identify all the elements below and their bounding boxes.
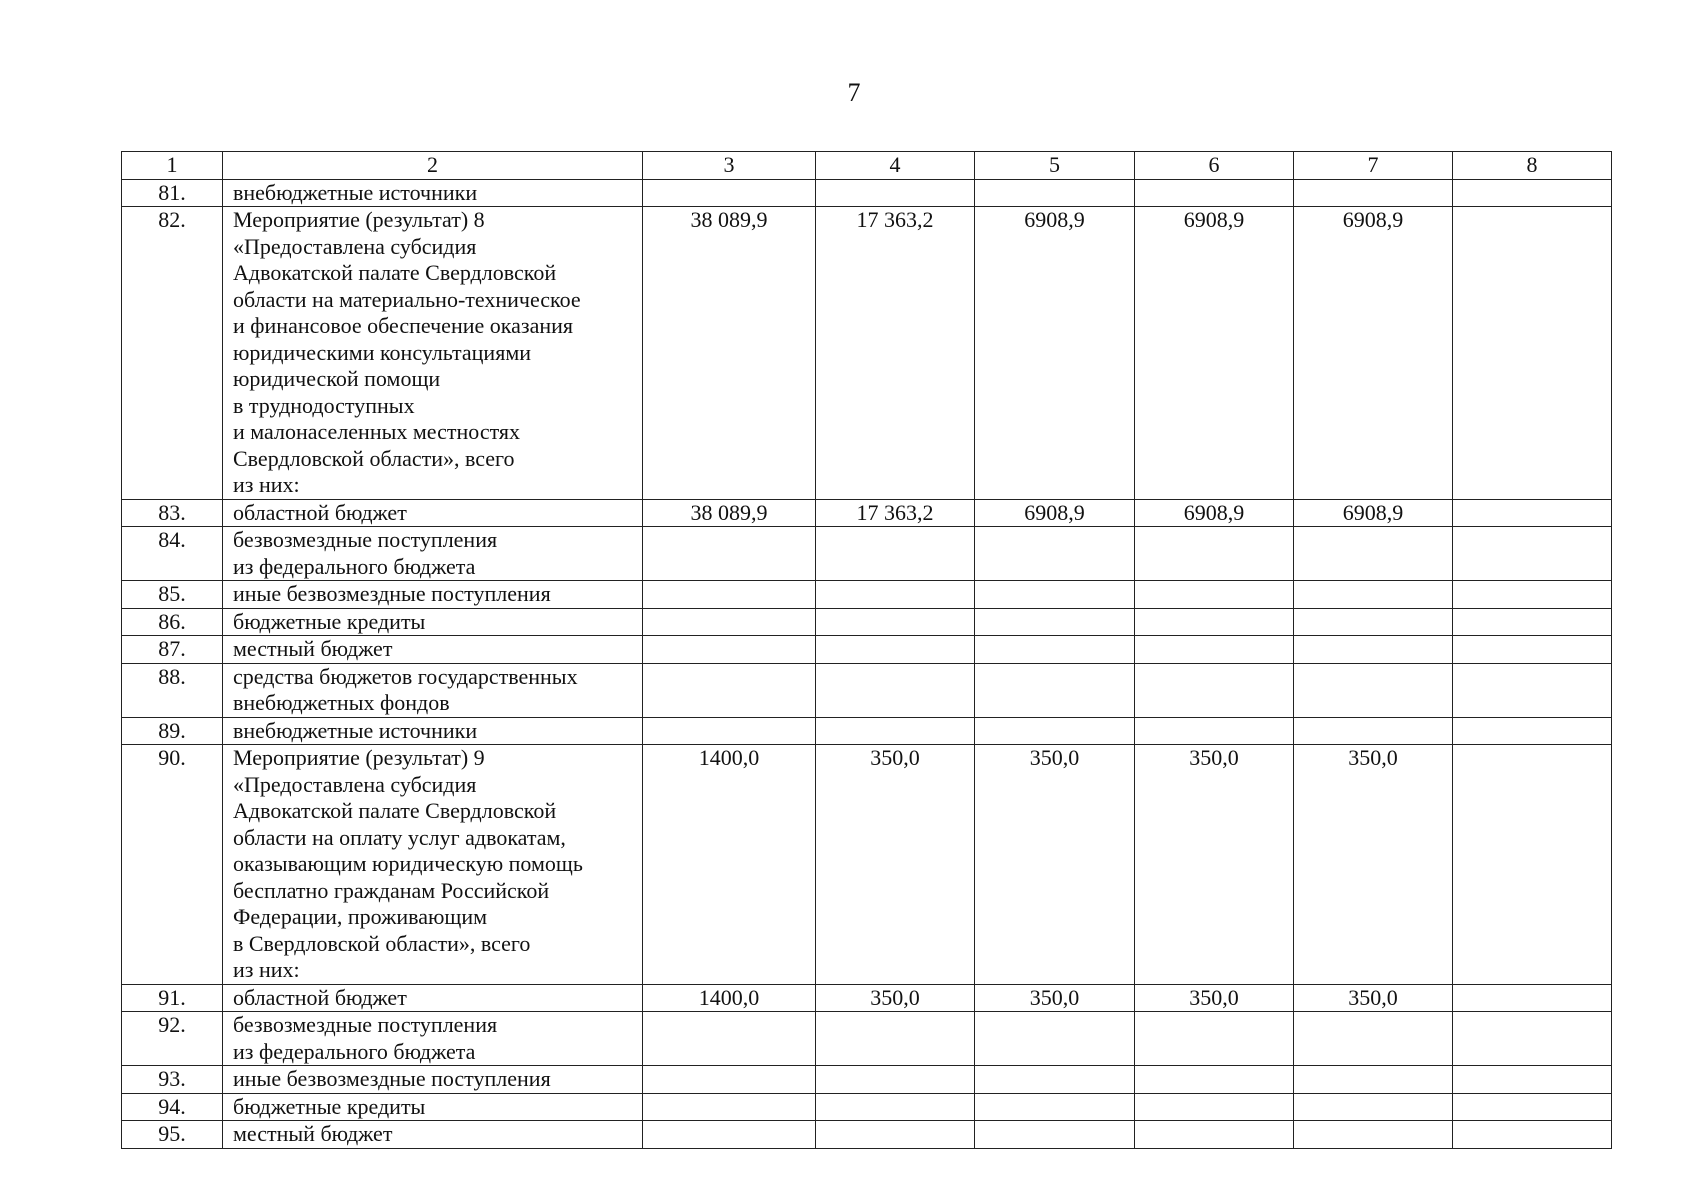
column-7-cell xyxy=(1294,717,1453,745)
column-7-cell: 350,0 xyxy=(1294,745,1453,985)
table-row xyxy=(122,608,1612,636)
column-5-cell: 350,0 xyxy=(975,745,1135,985)
column-7-cell xyxy=(1294,1121,1453,1149)
row-description-cell: Мероприятие (результат) 9 «Предоставлена субсидия Адвокатской палате Свердловской области на оплату услуг адвокатам, оказывающим юридическую помощь бесплатно гражданам Российской Федерации, проживающим в Свердловской области», всего из них: xyxy=(223,745,643,985)
column-8-cell xyxy=(1453,1121,1612,1149)
row-number-cell: 87. xyxy=(122,636,223,664)
column-4-cell: 350,0 xyxy=(816,745,975,985)
column-6-cell: 6908,9 xyxy=(1135,499,1294,527)
column-7-cell xyxy=(1294,581,1453,609)
column-3-cell xyxy=(643,608,816,636)
column-5-cell: 6908,9 xyxy=(975,499,1135,527)
column-5-cell: 350,0 xyxy=(975,984,1135,1012)
column-8-cell xyxy=(1453,1066,1612,1094)
budget-table xyxy=(121,151,1612,1149)
row-description-cell: бюджетные кредиты xyxy=(223,1093,643,1121)
column-header: 8 xyxy=(1453,152,1612,180)
column-8-cell xyxy=(1453,717,1612,745)
row-number-cell: 86. xyxy=(122,608,223,636)
row-number-cell: 84. xyxy=(122,527,223,581)
header-row xyxy=(122,152,1612,180)
column-5-cell xyxy=(975,1012,1135,1066)
column-3-cell: 1400,0 xyxy=(643,745,816,985)
column-7-cell xyxy=(1294,1066,1453,1094)
column-6-cell xyxy=(1135,527,1294,581)
column-6-cell xyxy=(1135,636,1294,664)
column-3-cell xyxy=(643,1093,816,1121)
column-5-cell xyxy=(975,636,1135,664)
row-description-cell: средства бюджетов государственных внебюджетных фондов xyxy=(223,663,643,717)
row-number-cell: 82. xyxy=(122,207,223,500)
column-4-cell xyxy=(816,1012,975,1066)
column-5-cell xyxy=(975,179,1135,207)
column-7-cell: 350,0 xyxy=(1294,984,1453,1012)
column-6-cell xyxy=(1135,663,1294,717)
row-number-cell: 90. xyxy=(122,745,223,985)
row-number-cell: 85. xyxy=(122,581,223,609)
column-7-cell xyxy=(1294,527,1453,581)
column-4-cell xyxy=(816,179,975,207)
row-number-cell: 92. xyxy=(122,1012,223,1066)
column-3-cell: 1400,0 xyxy=(643,984,816,1012)
column-3-cell xyxy=(643,663,816,717)
column-8-cell xyxy=(1453,1012,1612,1066)
column-8-cell xyxy=(1453,745,1612,985)
column-7-cell xyxy=(1294,636,1453,664)
row-number-cell: 95. xyxy=(122,1121,223,1149)
table-row xyxy=(122,745,1612,985)
column-header: 7 xyxy=(1294,152,1453,180)
column-3-cell xyxy=(643,717,816,745)
column-5-cell xyxy=(975,581,1135,609)
row-description-cell: местный бюджет xyxy=(223,1121,643,1149)
column-5-cell xyxy=(975,663,1135,717)
column-5-cell xyxy=(975,1093,1135,1121)
column-4-cell xyxy=(816,1121,975,1149)
row-number-cell: 93. xyxy=(122,1066,223,1094)
column-7-cell xyxy=(1294,663,1453,717)
column-7-cell xyxy=(1294,608,1453,636)
row-number-cell: 83. xyxy=(122,499,223,527)
column-3-cell: 38 089,9 xyxy=(643,207,816,500)
table-row xyxy=(122,207,1612,500)
column-7-cell xyxy=(1294,179,1453,207)
table-row xyxy=(122,179,1612,207)
table-row xyxy=(122,984,1612,1012)
row-description-cell: Мероприятие (результат) 8 «Предоставлена субсидия Адвокатской палате Свердловской области на материально-техническое и финансовое обеспечение оказания юридическими консультациями юридической помощи в труднодоступных и малонаселенных местностях Свердловской области», всего из них: xyxy=(223,207,643,500)
column-3-cell xyxy=(643,636,816,664)
table-row xyxy=(122,499,1612,527)
column-7-cell xyxy=(1294,1093,1453,1121)
column-4-cell: 350,0 xyxy=(816,984,975,1012)
column-6-cell: 350,0 xyxy=(1135,745,1294,985)
column-3-cell xyxy=(643,179,816,207)
column-6-cell xyxy=(1135,1093,1294,1121)
column-4-cell xyxy=(816,636,975,664)
row-number-cell: 89. xyxy=(122,717,223,745)
column-3-cell xyxy=(643,527,816,581)
column-6-cell xyxy=(1135,1121,1294,1149)
column-6-cell: 6908,9 xyxy=(1135,207,1294,500)
column-4-cell xyxy=(816,527,975,581)
column-5-cell xyxy=(975,608,1135,636)
column-8-cell xyxy=(1453,608,1612,636)
table-row xyxy=(122,1093,1612,1121)
table-row xyxy=(122,636,1612,664)
row-description-cell: иные безвозмездные поступления xyxy=(223,581,643,609)
column-header: 4 xyxy=(816,152,975,180)
column-4-cell xyxy=(816,717,975,745)
column-3-cell xyxy=(643,1012,816,1066)
column-6-cell xyxy=(1135,608,1294,636)
column-6-cell: 350,0 xyxy=(1135,984,1294,1012)
column-6-cell xyxy=(1135,581,1294,609)
row-description-cell: областной бюджет xyxy=(223,984,643,1012)
column-8-cell xyxy=(1453,179,1612,207)
column-7-cell xyxy=(1294,1012,1453,1066)
column-8-cell xyxy=(1453,636,1612,664)
table-row xyxy=(122,1066,1612,1094)
column-5-cell xyxy=(975,1121,1135,1149)
column-8-cell xyxy=(1453,207,1612,500)
column-8-cell xyxy=(1453,527,1612,581)
row-number-cell: 94. xyxy=(122,1093,223,1121)
column-6-cell xyxy=(1135,1012,1294,1066)
column-header: 1 xyxy=(122,152,223,180)
table-row xyxy=(122,1012,1612,1066)
column-6-cell xyxy=(1135,717,1294,745)
column-3-cell xyxy=(643,1066,816,1094)
column-4-cell: 17 363,2 xyxy=(816,207,975,500)
row-description-cell: местный бюджет xyxy=(223,636,643,664)
column-5-cell xyxy=(975,717,1135,745)
row-description-cell: бюджетные кредиты xyxy=(223,608,643,636)
table-row xyxy=(122,663,1612,717)
column-4-cell xyxy=(816,608,975,636)
column-5-cell xyxy=(975,1066,1135,1094)
table-row xyxy=(122,527,1612,581)
column-8-cell xyxy=(1453,984,1612,1012)
column-header: 2 xyxy=(223,152,643,180)
row-description-cell: областной бюджет xyxy=(223,499,643,527)
table-row xyxy=(122,717,1612,745)
column-6-cell xyxy=(1135,1066,1294,1094)
column-7-cell: 6908,9 xyxy=(1294,499,1453,527)
column-8-cell xyxy=(1453,581,1612,609)
column-7-cell: 6908,9 xyxy=(1294,207,1453,500)
column-4-cell xyxy=(816,663,975,717)
column-4-cell: 17 363,2 xyxy=(816,499,975,527)
row-number-cell: 81. xyxy=(122,179,223,207)
column-4-cell xyxy=(816,1066,975,1094)
column-5-cell: 6908,9 xyxy=(975,207,1135,500)
row-description-cell: безвозмездные поступления из федерального бюджета xyxy=(223,527,643,581)
row-number-cell: 91. xyxy=(122,984,223,1012)
row-description-cell: иные безвозмездные поступления xyxy=(223,1066,643,1094)
row-number-cell: 88. xyxy=(122,663,223,717)
row-description-cell: безвозмездные поступления из федерального бюджета xyxy=(223,1012,643,1066)
column-3-cell xyxy=(643,1121,816,1149)
row-description-cell: внебюджетные источники xyxy=(223,179,643,207)
table-row xyxy=(122,1121,1612,1149)
column-8-cell xyxy=(1453,663,1612,717)
column-header: 5 xyxy=(975,152,1135,180)
column-4-cell xyxy=(816,1093,975,1121)
column-3-cell xyxy=(643,581,816,609)
column-6-cell xyxy=(1135,179,1294,207)
table-row xyxy=(122,581,1612,609)
column-8-cell xyxy=(1453,1093,1612,1121)
column-header: 3 xyxy=(643,152,816,180)
column-8-cell xyxy=(1453,499,1612,527)
column-3-cell: 38 089,9 xyxy=(643,499,816,527)
column-4-cell xyxy=(816,581,975,609)
row-description-cell: внебюджетные источники xyxy=(223,717,643,745)
column-5-cell xyxy=(975,527,1135,581)
column-header: 6 xyxy=(1135,152,1294,180)
page-number: 7 xyxy=(847,78,861,107)
